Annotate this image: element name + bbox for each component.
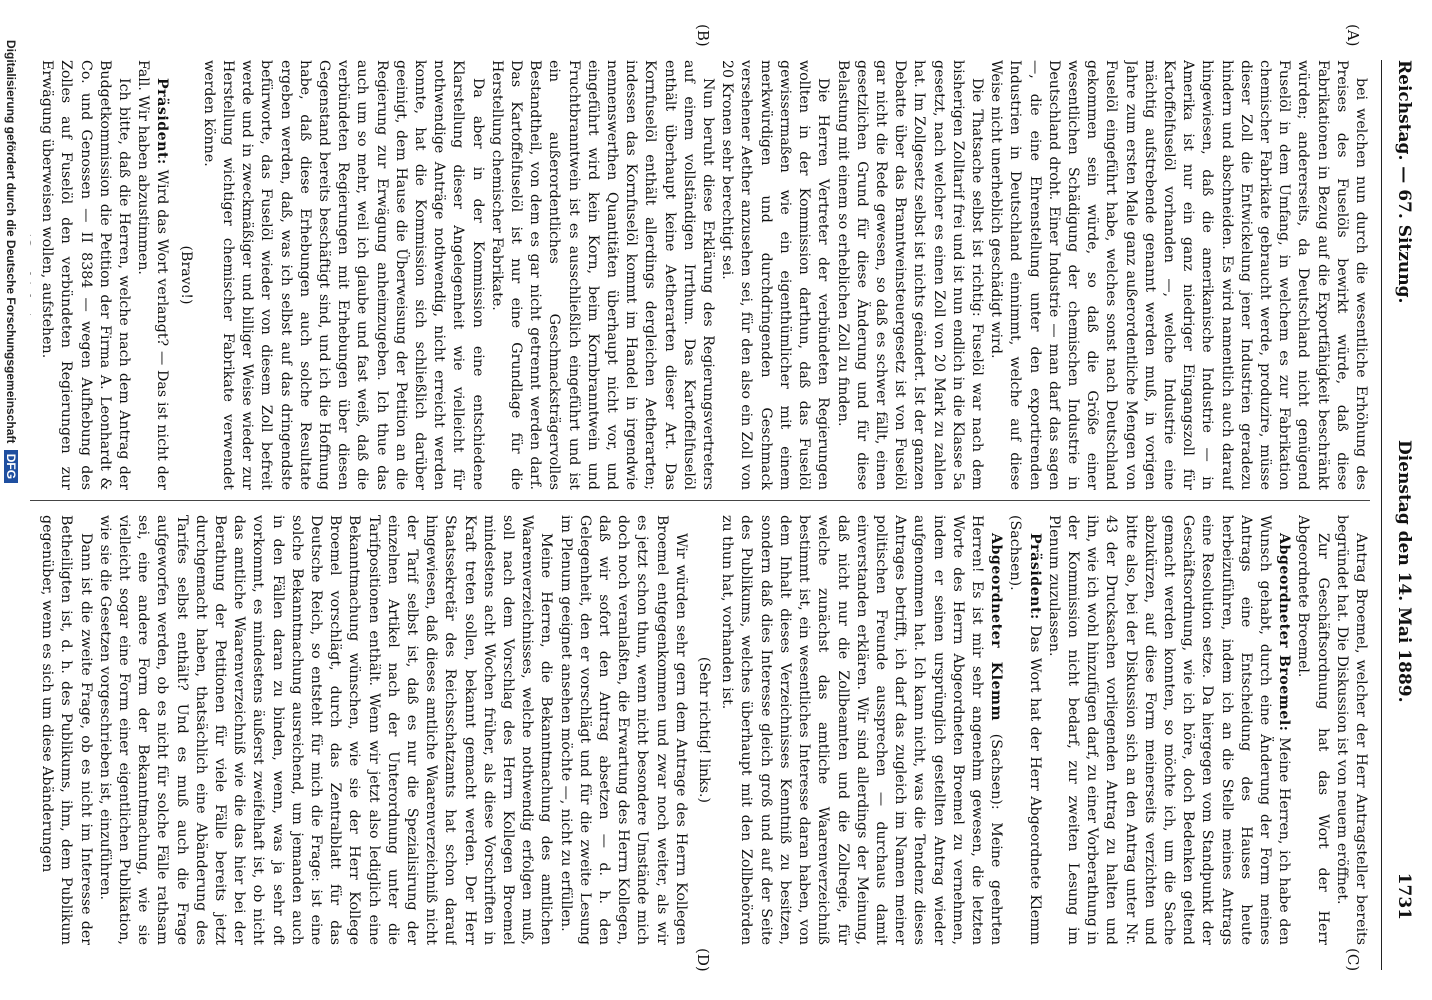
paragraph: Die Thatsache selbst ist richtig: Fuselöl war nach dem bisherigen Zolltarif frei und ist nun endlich in die Klasse 5a gesetzt, nach welcher es einen Zoll von 20 Mark zu zahlen hat. Im Zollgesetz selbst ist nichts geändert. Ist der ganzen Debatte über das Branntweinsteuergesetz ist von Fuselöl gar nicht die Rede gewesen, so daß es schwer fällt, einen gesetzlichen Grund für diese Änderung und für diese Belastung mit einem so erheblichen Zoll zu finden.	[834, 60, 985, 490]
header-date: Dienstag den 14. Mai 1889.	[1394, 440, 1414, 703]
text-column-right	[30, 515, 1370, 945]
text-column-left	[30, 60, 1370, 490]
paragraph: Dann ist die zweite Frage, ob es nicht im Interesse der Betheiligten ist, d. h. des Publikums, ihm, dem Publikum gegenüber, wenn es sich um diese Abänderungen	[39, 515, 94, 945]
paragraph: Nun beruht diese Erklärung des Regierungsvertreters auf einem vollständigen Irrthum. Das Kartoffelfuselöl enthält überhaupt keine Aetherarten dieser Art. Das Kornfuselöl enthält allerdings dergleichen Aetherarten; indessen das Kornfuselöl kommt im Handel in irgendwie nennenswerthen Quantitäten überhaupt nicht vor, und eingeführt wird kein Korn, beim Kornbranntwein und Fruchtbranntwein ist es ausschließlich eingeführt und ist ein außerordentliches Geschmacksträgervolles Bestandtheil, von dem es gar nicht getrennt werden darf. Das Kartoffelfuselöl ist nur eine Grundlage für die Herstellung chemischer Fabrikate.	[488, 60, 717, 490]
header-left: Reichstag. — 67. Sitzung.	[1394, 60, 1414, 304]
dfg-credit-text: Digitalisierung gefördert durch die Deutsche Forschungsgemeinschaft	[4, 40, 18, 444]
page-header	[1384, 60, 1414, 960]
paragraph: Da aber in der Kommission eine entschiedene Klarstellung dieser Angelegenheit wie vielleicht für nothwendige Anträge nothwendig, nicht erreicht werden konnte, hat die Kommission sich schließlich darüber geeinigt, dem Hause die Überweisung der Petition an die Regierung zur Erwägung anheimzugeben. Ich thue das auch um so mehr, weil ich glaube und fast weiß, daß die verbündeten Regierungen mit Erhebungen über diesen Gegenstand bereits beschäftigt sind, und ich die Hoffnung habe, daß diese Erhebungen auch solche Resultate ergeben werden, daß, was ich selbst auf das dringendste befürworte, das Fuselöl wieder von diesem Zoll befreit werde und in zweckmäßiger und billiger Weise wieder zur Herstellung wichtiger chemischer Fabrikate verwendet werden könne.	[200, 60, 486, 490]
paragraph: Abgeordneter Broemel: Meine Herren, ich habe den Wunsch gehabt, durch eine Änderung der Form meines Antrags eine Entscheidung des Hauses heute herbeizuführen, indem ich an die Stelle meines Antrags eine Resolution setze. Da hiergegen vom Standpunkt der Geschäftsordnung, wie ich höre, doch Bedenken geltend gemacht werden konnten, so möchte ich, um die Sache abzukürzen, auf diese Form meinerseits verzichten und bitte also, bei der Diskussion sich an den Antrag unter Nr. 43 der Drucksachen vorliegenden Antrag zu halten und ihn, wie ich wohl hinzufügen darf, zu einer Vorberathung in der Kommission nicht bedarf, zur zweiten Lesung im Plenum zuzulassen.	[1045, 515, 1293, 945]
paragraph: Ich bitte, daß die Herren, welche nach dem Antrag der Budgetkommission die Petition der Firma A. Leonhardt & Co. und Genossen — II 8384 — wegen Aufhebung des Zolles auf Fuselöl den verbündeten Regierungen zur Erwägung überweisen wollen, aufstehen.	[39, 60, 132, 490]
speaker-name: Präsident:	[154, 78, 171, 165]
margin-marker-b: (B)	[694, 24, 712, 47]
paragraph: Die Herren Vertreter der verbündeten Regierungen wollten in der Kommission darthun, daß das Fuselöl gewissermaßen wie ein eigenthümlicher mit einem merkwürdigen und durchdringenden Geschmack versehener Aether anzusehen sei, für den also ein Zoll von 20 Kronen sehr berechtigt sei.	[719, 60, 832, 490]
margin-marker-c: (C)	[1344, 948, 1362, 972]
header-rule	[1381, 60, 1382, 970]
paragraph: Präsident: Wird das Wort verlangt? — Das ist nicht der Fall. Wir haben abzustimmen.	[135, 60, 171, 490]
interjection	[30, 60, 33, 490]
paragraph: Antrag Broemel, welcher der Herr Antragsteller bereits begründet hat. Die Diskussion ist von neuem eröffnet.	[1333, 515, 1369, 945]
margin-marker-d: (D)	[694, 948, 712, 972]
dfg-logo: DFG	[4, 450, 18, 483]
column-divider	[30, 500, 1370, 501]
paragraph: Abgeordneter Klemm (Sachsen): Meine geehrten Herren! Es ist mir sehr angenehm gewesen, die letzten Worte des Herrn Abgeordneten Broemel zu vernehmen, indem er seinen ursprünglich gestellten Antrag wieder aufgenommen hat. Ich kann nicht, was die Tendenz dieses Antrages betrifft, ich darf das zugleich im Namen meiner politischen Freunde aussprechen — durchaus damit einverstanden erklären. Wir sind allerdings der Meinung, daß nicht nur die Zollbeamten und die Zollregie, für welche zunächst das amtliche Waarenverzeichniß bestimmt ist, ein wesentliches Interesse daran haben, von dem Inhalt dieses Verzeichnisses Kenntniß zu besitzen, sondern daß dies Interesse gleich groß und auf der Seite des Publikums, welches überhaupt mit den Zollbehörden zu thun hat, vorhanden ist.	[719, 515, 1005, 945]
speaker-name: Abgeordneter Klemm	[988, 533, 1005, 722]
interjection: (Bravo!)	[177, 245, 194, 305]
paragraph: Zur Geschäftsordnung hat das Wort der Herr Abgeordnete Broemel.	[1295, 515, 1331, 945]
speaker-name: Präsident:	[1026, 533, 1043, 620]
paragraph: Präsident: Das Wort hat der Herr Abgeordnete Klemm (Sachsen).	[1007, 515, 1043, 945]
paragraph: Meine Herren, die Bekanntmachung des amtlichen Waarenverzeichnisses, welche nothwendig erfolgen muß, soll nach dem Vorschlag des Herrn Kollegen Broemel mindestens acht Wochen früher, als diese Vorschriften in Kraft treten sollen, bekannt gemacht werden. Der Herr Staatssekretär des Reichsschatzamts hat schon darauf hingewiesen, daß dieses amtliche Waarenverzeichniß nicht der Tarif selbst ist, daß es nur die Spezialisirung der einzelnen Artikel nach der Unterordnung unter die Tarifpositionen enthält. Wenn wir jetzt also lediglich eine Bekanntmachung wünschen, wie sie der Herr Kollege Broemel vorschlägt, durch das Zentralblatt für das Deutsche Reich, so entsteht für mich die Frage: ist eine solche Bekanntmachung ausreichend, um jemanden auch in den Fällen daran zu binden, wenn, was ja sehr oft vorkommt, es mindestens äußerst zweifelhaft ist, ob nicht das amtliche Waarenverzeichniß wie die das hier bei der Berathung der Petitionen für viele Fälle bereits jetzt durchgemacht haben, thatsächlich eine Abänderung des Tarifes selbst enthält? Und es muß auch die Frage aufgeworfen werden, ob es nicht für solche Fälle rathsam sei, eine andere Form der Bekanntmachung, wie sie vielleicht sogar eine Form einer eigentlichen Publikation, wie sie die Gesetzen vorgeschrieben ist, einzuführen.	[96, 515, 555, 945]
interjection: (Sehr richtig! links.)	[696, 656, 713, 804]
page-number: 1731	[1394, 872, 1414, 920]
paragraph: Wir würden sehr gern dem Antrage des Herrn Kollegen Broemel entgegenkommen und zwar noch weiter, als wir es jetzt schon thun, wenn nicht besondere Umstände mich doch noch veranlaßten, die Erwartung des Herrn Kollegen, daß wir sofort den Antrag absetzen — d. h. den Gelegenheit, den er vorschlägt und für die zweite Lesung im Plenum geeignet ansehen möchte —, nicht zu erfüllen.	[557, 515, 689, 945]
margin-marker-a: (A)	[1344, 24, 1362, 47]
dfg-credit	[4, 40, 18, 483]
paragraph: bei welchen nun durch die wesentliche Erhöhung des Preises des Fuselöls bewirkt würde, daß diese Fabrikationen in Bezug auf die Exportfähigkeit beschränkt würden; andererseits, da Deutschland nicht genügend Fuselöl in dem Umfang, in welchem es zur Fabrikation chemischer Fabrikate gebraucht werde, produzire, müsse dieser Zoll die Entwickelung jener Industrien geradezu hindern und abschneiden. Es wird namentlich auch darauf hingewiesen, daß die amerikanische Industrie — in Amerika ist nur ein ganz niedriger Eingangszoll für Kartoffelfuselöl vorhanden —, welche Industrie eine mächtig aufstrebende genannt werden muß, in vorigen Jahre zum ersten Male ganz außerordentliche Mengen von Fuselöl eingeführt habe, welches sonst nach Deutschland gekommen sein würde, so daß die Größe einer wesentlichen Schädigung der chemischen Industrie in Deutschland droht. Einer Industrie — man darf das sagen —, die eine Ehrenstellung unter den exportirenden Industrien in Deutschland einnimmt, welche auf diese Weise nicht unerheblich geschädigt wird.	[988, 60, 1369, 490]
speaker-name: Abgeordneter Broemel:	[1276, 533, 1293, 732]
